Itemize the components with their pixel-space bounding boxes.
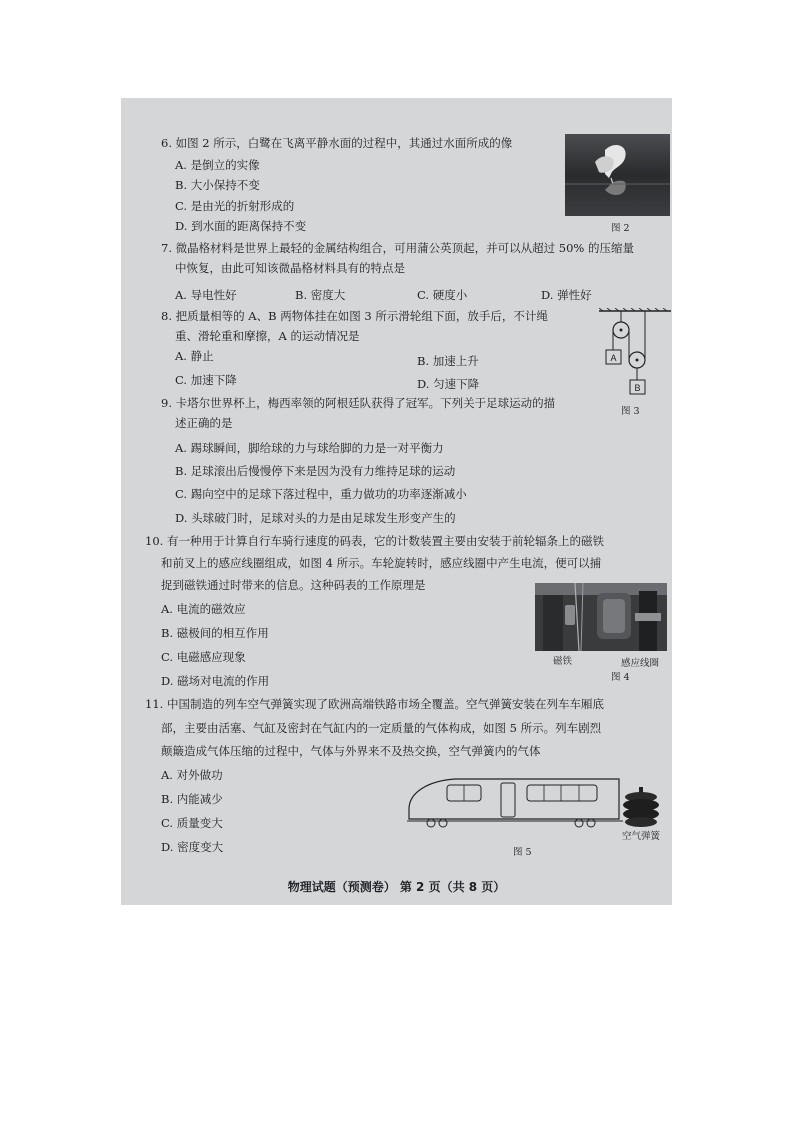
- q6-option-d: D. 到水面的距离保持不变: [175, 219, 307, 233]
- q9-option-b: B. 足球滚出后慢慢停下来是因为没有力维持足球的运动: [175, 464, 456, 478]
- q7-option-b: B. 密度大: [295, 288, 346, 302]
- q11-stem-line3: 颠簸造成气体压缩的过程中，气体与外界来不及热交换，空气弹簧内的气体: [161, 744, 541, 758]
- q11-option-b: B. 内能减少: [161, 792, 223, 806]
- fig2-caption: 图 2: [611, 223, 630, 234]
- q8-option-c: C. 加速下降: [175, 373, 237, 387]
- q9-option-c: C. 踢向空中的足球下落过程中，重力做功的功率逐渐减小: [175, 487, 467, 501]
- q7-stem-line1: 7. 微晶格材料是世界上最轻的金属结构组合，可用蒲公英顶起，并可以从超过 50% 的压缩量: [161, 241, 634, 255]
- q8-stem-line1: 8. 把质量相等的 A、B 两物体挂在如图 3 所示滑轮组下面，放手后，不计绳: [161, 309, 548, 323]
- q11-option-c: C. 质量变大: [161, 816, 223, 830]
- q11-stem-line2: 部，主要由活塞、气缸及密封在气缸内的一定质量的气体构成，如图 5 所示。列车剧烈: [161, 721, 602, 735]
- q9-option-d: D. 头球破门时，足球对头的力是由足球发生形变产生的: [175, 511, 456, 525]
- q9-stem-line2: 述正确的是: [175, 416, 233, 430]
- block-a-label: A: [610, 353, 617, 363]
- air-spring-icon: [623, 787, 659, 827]
- q10-option-d: D. 磁场对电流的作用: [161, 674, 270, 688]
- q9-stem-line1: 9. 卡塔尔世界杯上，梅西率领的阿根廷队获得了冠军。下列关于足球运动的描: [161, 396, 556, 410]
- q8-option-d: D. 匀速下降: [417, 377, 480, 391]
- q7-option-a: A. 导电性好: [175, 288, 237, 302]
- q6-option-a: A. 是倒立的实像: [175, 158, 260, 172]
- induction-coil-label: 感应线圈: [621, 658, 660, 669]
- q8-option-a: A. 静止: [175, 349, 214, 363]
- q10-stem-line1: 10. 有一种用于计算自行车骑行速度的码表，它的计数装置主要由安装于前轮辐条上的磁铁: [145, 534, 604, 548]
- bike-sensor-photo: [535, 583, 667, 651]
- q6-option-b: B. 大小保持不变: [175, 178, 260, 192]
- q6-stem: 6. 如图 2 所示，白鹭在飞离平静水面的过程中，其通过水面所成的像: [161, 136, 513, 150]
- q10-stem-line3: 捉到磁铁通过时带来的信息。这种码表的工作原理是: [161, 578, 426, 592]
- q9-option-a: A. 踢球瞬间，脚给球的力与球给脚的力是一对平衡力: [175, 441, 444, 455]
- pulley-system-diagram: [599, 308, 671, 400]
- q7-option-d: D. 弹性好: [541, 288, 592, 302]
- q11-option-a: A. 对外做功: [161, 768, 223, 782]
- q10-option-b: B. 磁极间的相互作用: [161, 626, 269, 640]
- magnet-label: 磁铁: [553, 656, 573, 667]
- page-footer: 物理试题（预测卷） 第 2 页（共 8 页）: [287, 880, 506, 894]
- q10-option-c: C. 电磁感应现象: [161, 650, 246, 664]
- q7-stem-line2: 中恢复，由此可知该微晶格材料具有的特点是: [175, 261, 405, 275]
- fig3-caption: 图 3: [621, 406, 640, 417]
- q11-stem-line1: 11. 中国制造的列车空气弹簧实现了欧洲高端铁路市场全覆盖。空气弹簧安装在列车车厢底: [145, 697, 604, 711]
- q10-option-a: A. 电流的磁效应: [161, 602, 246, 616]
- q8-stem-line2: 重、滑轮重和摩擦，A 的运动情况是: [175, 329, 360, 343]
- q10-stem-line2: 和前叉上的感应线圈组成，如图 4 所示。车轮旋转时，感应线圈中产生电流，便可以捕: [161, 556, 602, 570]
- exam-page-photo: [121, 98, 672, 905]
- air-spring-label: 空气弹簧: [622, 831, 661, 842]
- fig5-caption: 图 5: [513, 847, 532, 858]
- q6-option-c: C. 是由光的折射形成的: [175, 199, 295, 213]
- q11-option-d: D. 密度变大: [161, 840, 224, 854]
- egret-reflection-photo: [565, 134, 670, 216]
- train-air-spring-diagram: [403, 773, 671, 835]
- block-b-label: B: [634, 383, 641, 393]
- q7-option-c: C. 硬度小: [417, 288, 468, 302]
- q8-option-b: B. 加速上升: [417, 354, 479, 368]
- fig4-caption: 图 4: [611, 672, 630, 683]
